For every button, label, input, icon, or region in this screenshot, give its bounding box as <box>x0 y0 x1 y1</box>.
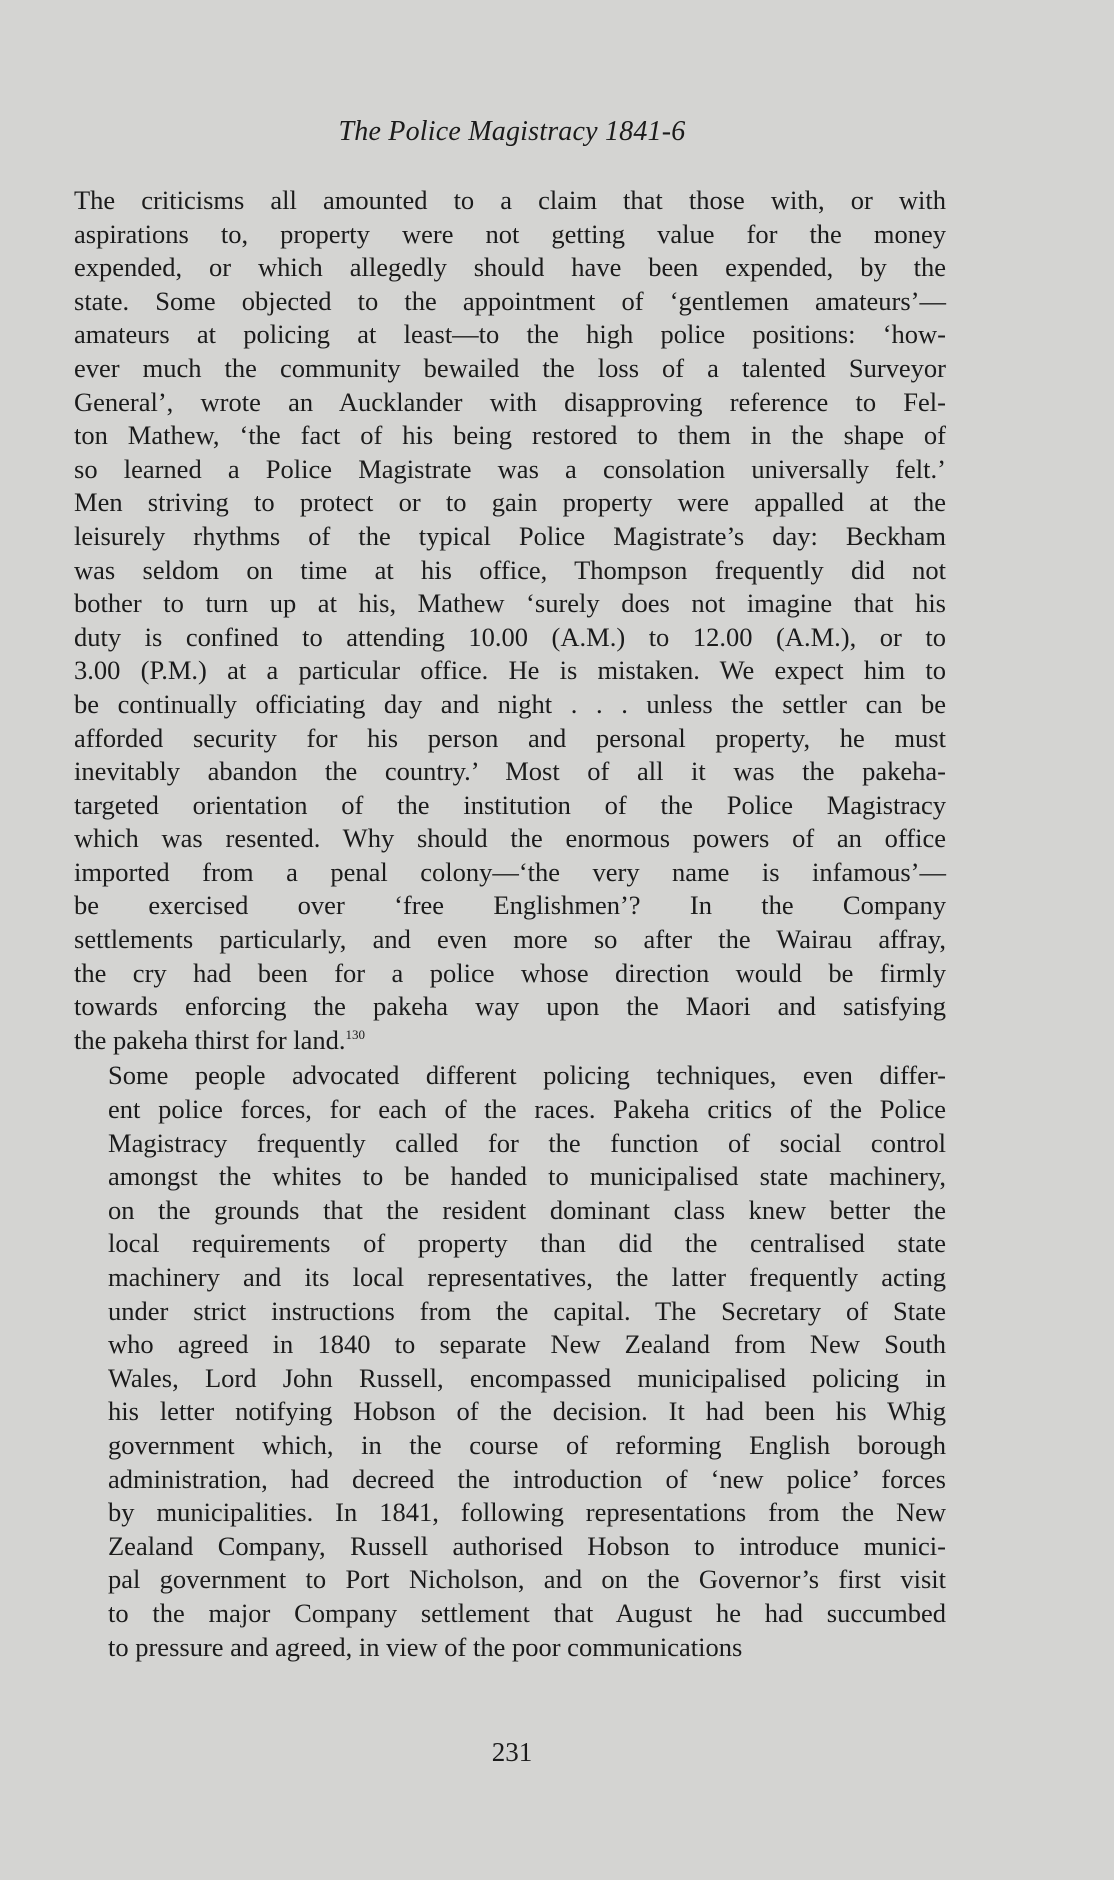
text-line: duty is confined to attending 10.00 (A.M.) to 12.00 (A.M.), or to <box>74 621 946 652</box>
text-line: machinery and its local representatives, the latter frequently acting <box>108 1262 946 1292</box>
text-line: aspirations to, property were not getting value for the money <box>74 218 946 249</box>
text-line: be exercised over ‘free Englishmen’? In the Company <box>74 890 946 921</box>
text-line: imported from a penal colony—‘the very name is infamous’— <box>74 856 946 887</box>
paragraph-2 <box>74 1059 946 1664</box>
text-line: on the grounds that the resident dominant class knew better the <box>108 1194 946 1225</box>
text-line: ent police forces, for each of the races. Pakeha critics of the Police <box>108 1094 946 1125</box>
text-line: leisurely rhythms of the typical Police Magistrate’s day: Beckham <box>74 520 946 551</box>
text-line: administration, had decreed the introduction of ‘new police’ forces <box>108 1463 946 1494</box>
text-line: which was resented. Why should the enormous powers of an office <box>74 823 946 854</box>
text-line: ton Mathew, ‘the fact of his being restored to them in the shape of <box>74 420 946 451</box>
text-line: targeted orientation of the institution of the Police Magistracy <box>74 789 946 820</box>
text-line: Zealand Company, Russell authorised Hobson to introduce munici- <box>108 1530 946 1561</box>
text-line: Some people advocated different policing techniques, even differ- <box>108 1060 946 1091</box>
text-line: who agreed in 1840 to separate New Zealand from New South <box>108 1329 946 1360</box>
text-line: General’, wrote an Aucklander with disapproving reference to Fel- <box>74 386 946 417</box>
text-line: be continually officiating day and night . . . unless the settler can be <box>74 688 946 719</box>
text-line: pal government to Port Nicholson, and on the Governor’s first visit <box>108 1564 946 1595</box>
text-line: bother to turn up at his, Mathew ‘surely does not imagine that his <box>74 588 946 619</box>
text-line: 3.00 (P.M.) at a particular office. He is mistaken. We expect him to <box>74 655 946 686</box>
text-line: towards enforcing the pakeha way upon the Maori and satisfying <box>74 991 946 1022</box>
text-line: government which, in the course of reforming English borough <box>108 1429 946 1460</box>
body-text <box>74 184 946 1664</box>
text-line: expended, or which allegedly should have been expended, by the <box>74 252 946 283</box>
text-line: the pakeha thirst for land.$^{130}$ <box>74 1024 366 1055</box>
text-line: by municipalities. In 1841, following representations from the New <box>108 1497 946 1528</box>
page-number: 231 <box>491 1737 533 1767</box>
text-line: ever much the community bewailed the loss of a talented Surveyor <box>74 352 946 383</box>
text-line: local requirements of property than did the centralised state <box>108 1228 946 1259</box>
text-line: the cry had been for a police whose direction would be firmly <box>74 957 946 988</box>
text-line: his letter notifying Hobson of the decision. It had been his Whig <box>108 1396 946 1427</box>
text-line: Wales, Lord John Russell, encompassed municipalised policing in <box>108 1362 946 1393</box>
text-line: was seldom on time at his office, Thompson frequently did not <box>74 554 946 585</box>
text-line: afforded security for his person and personal property, he must <box>74 722 946 753</box>
paragraph-1 <box>74 184 946 1057</box>
text-line: to pressure and agreed, in view of the poor communications <box>108 1631 743 1662</box>
footnote-ref: 130 <box>345 1027 366 1043</box>
text-line: Men striving to protect or to gain property were appalled at the <box>74 487 946 518</box>
running-title: The Police Magistracy 1841-6 <box>338 116 686 147</box>
text-line: amateurs at policing at least—to the high police positions: ‘how- <box>74 319 946 350</box>
text-line: The criticisms all amounted to a claim that those with, or with <box>74 185 946 215</box>
text-line: Magistracy frequently called for the function of social control <box>108 1127 946 1158</box>
text-line: settlements particularly, and even more so after the Wairau affray, <box>74 924 946 955</box>
text-line: amongst the whites to be handed to municipalised state machinery, <box>108 1161 946 1192</box>
text-line: so learned a Police Magistrate was a consolation universally felt.’ <box>74 453 946 484</box>
text-line: inevitably abandon the country.’ Most of all it was the pakeha- <box>74 756 946 787</box>
text-line: state. Some objected to the appointment of ‘gentlemen amateurs’— <box>74 285 946 316</box>
text-line: to the major Company settlement that August he had succumbed <box>108 1597 946 1628</box>
text-line: under strict instructions from the capital. The Secretary of State <box>108 1295 946 1326</box>
